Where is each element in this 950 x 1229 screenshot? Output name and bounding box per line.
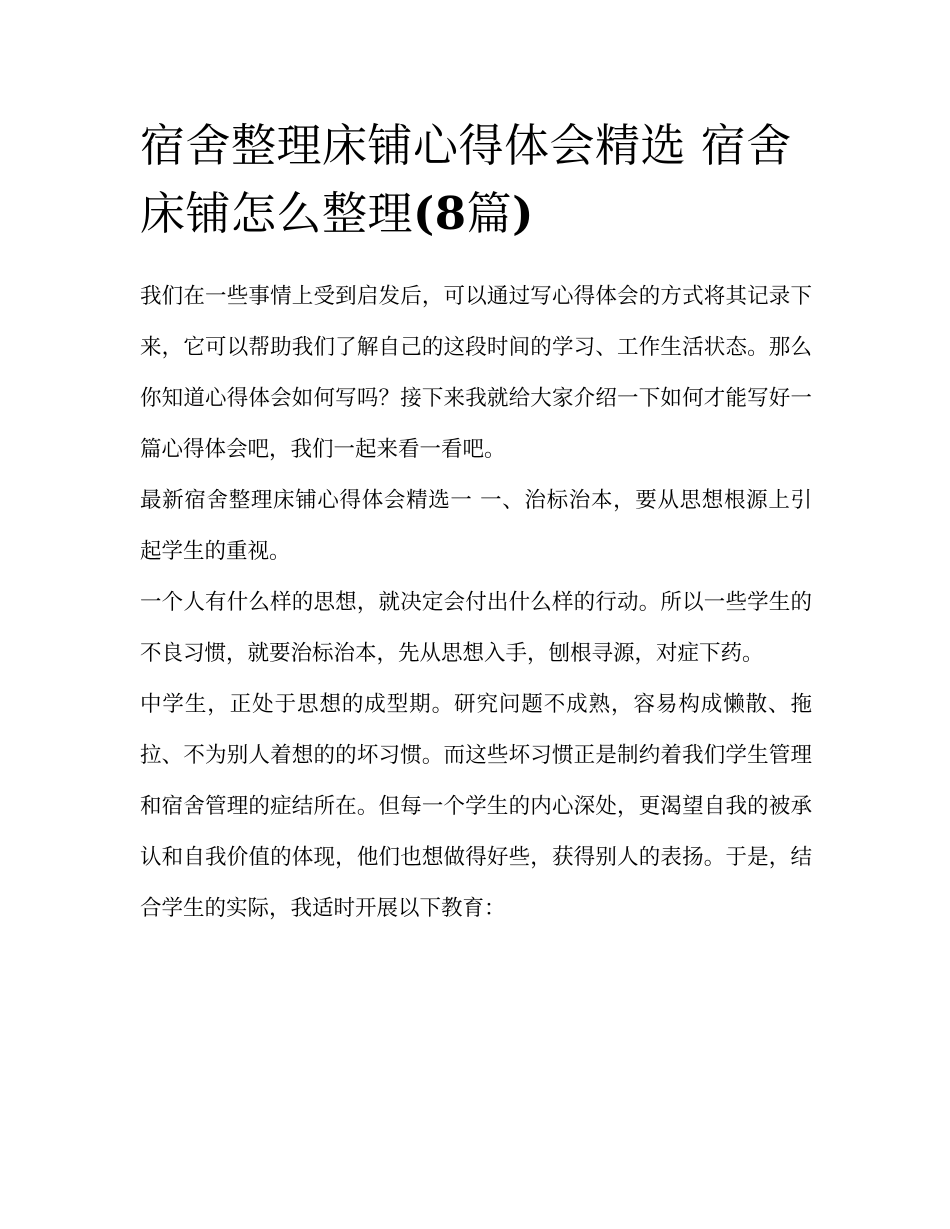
title-count: (8 [413, 187, 467, 240]
paragraph-thought-action: 一个人有什么样的思想，就决定会付出什么样的行动。所以一些学生的不良习惯，就要治标治本，先从思想入手，刨根寻源，对症下药。 [140, 590, 812, 666]
paragraph-section-heading: 最新宿舍整理床铺心得体会精选一 一、治标治本，要从思想根源上引起学生的重视。 [140, 488, 812, 564]
document-title: 宿舍整理床铺心得体会精选 宿舍床铺怎么整理(8篇) [140, 119, 792, 240]
document-body [140, 112, 812, 934]
paragraph-middle-school-students: 中学生，正处于思想的成型期。研究问题不成熟，容易构成懒散、拖拉、不为别人着想的的坏习惯。而这些坏习惯正是制约着我们学生管理和宿舍管理的症结所在。但每一个学生的内心深处，更渴望自我的被承认和自我价值的体现，他们也想做得好些，获得别人的表扬。于是，结合学生的实际，我适时开展以下教育： [140, 692, 812, 921]
paragraph-intro: 我们在一些事情上受到启发后，可以通过写心得体会的方式将其记录下来，它可以帮助我们了解自己的这段时间的学习、工作生活状态。那么你知道心得体会如何写吗？接下来我就给大家介绍一下如何才能写好一篇心得体会吧，我们一起来看一看吧。 [140, 284, 812, 462]
title-closing-paren: ) [512, 187, 534, 240]
